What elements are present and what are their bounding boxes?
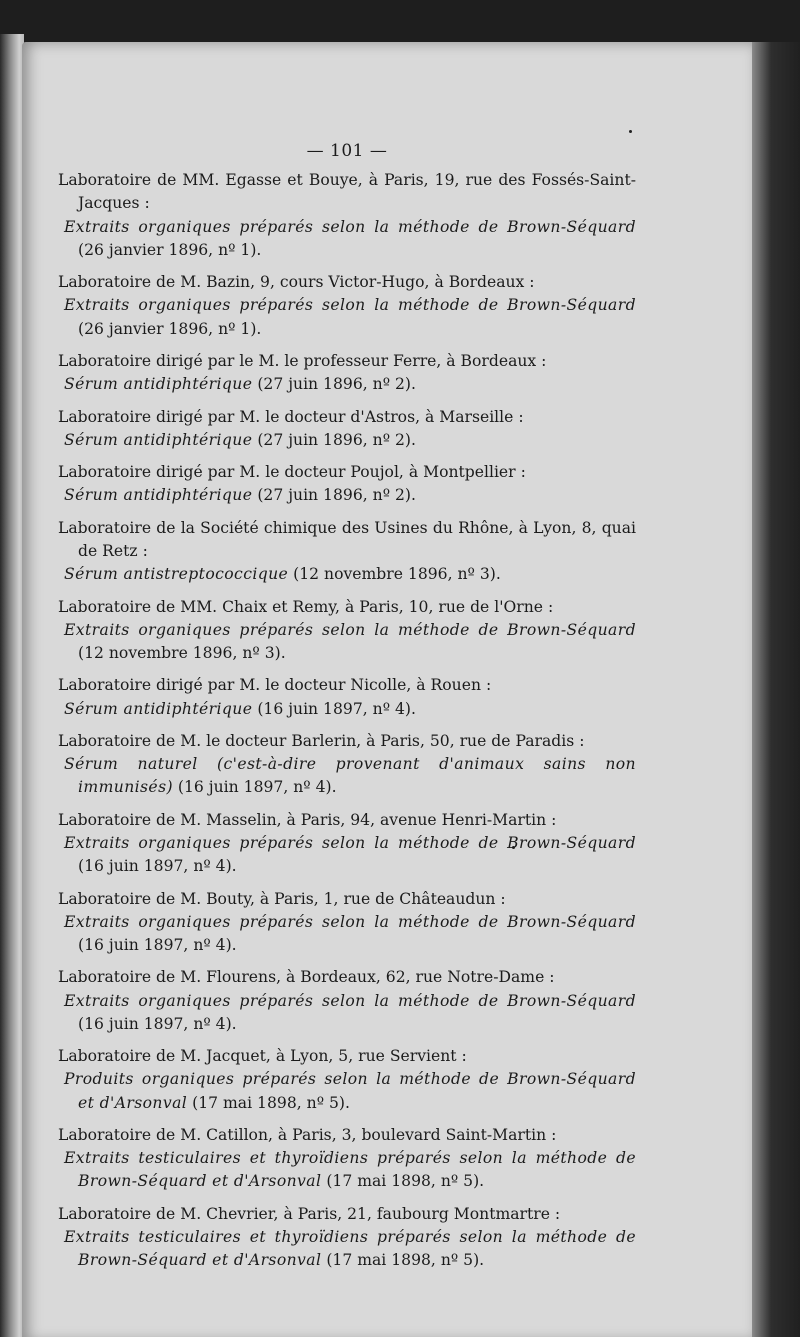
laboratory-list (58, 169, 636, 1272)
authorization-date: (16 juin 1897, nº 4). (78, 935, 237, 954)
authorized-product (58, 294, 636, 340)
laboratory-entry (58, 169, 636, 262)
authorized-product (58, 911, 636, 957)
product-name: Extraits organiques préparés selon la méthode de Brown-Séquard (64, 217, 636, 236)
authorized-product (58, 1068, 636, 1114)
laboratory-entry (58, 1203, 636, 1273)
laboratory-entry (58, 1124, 636, 1194)
product-name: Extraits testiculaires et thyroïdiens préparés selon la méthode de Brown-Séquard et d'Arsonval (64, 1149, 636, 1191)
laboratory-entry (58, 809, 636, 879)
laboratory-name: Laboratoire dirigé par M. le docteur d'Astros, à Marseille : (58, 407, 524, 426)
laboratory-name: Laboratoire dirigé par le M. le professeur Ferre, à Bordeaux : (58, 352, 547, 370)
laboratory-name: Laboratoire de M. Bazin, 9, cours Victor-Hugo, à Bordeaux : (58, 273, 535, 292)
laboratory-entry (58, 966, 636, 1036)
authorized-product (58, 1147, 636, 1193)
authorization-date: (26 janvier 1896, nº 1). (78, 240, 262, 259)
laboratory-name: Laboratoire de MM. Egasse et Bouye, à Paris, 19, rue des Fossés-Saint-Jacques : (58, 171, 636, 213)
product-name: Sérum naturel (c'est-à-dire provenant d'animaux sains non immunisés) (64, 755, 636, 797)
authorized-product (58, 484, 636, 507)
laboratory-name: Laboratoire de M. Chevrier, à Paris, 21, faubourg Montmartre : (58, 1204, 561, 1223)
laboratory-entry (58, 674, 636, 720)
product-name: Extraits organiques préparés selon la méthode de Brown-Séquard (64, 833, 636, 852)
authorized-product (58, 1226, 636, 1272)
authorization-date: (12 novembre 1896, nº 3). (78, 643, 286, 662)
authorization-date: (16 juin 1897, nº 4). (78, 1014, 237, 1033)
product-name: Sérum antidiphtérique (64, 486, 253, 505)
authorization-date: (16 juin 1897, nº 4). (257, 699, 416, 718)
laboratory-name: Laboratoire dirigé par M. le docteur Nicolle, à Rouen : (58, 676, 492, 695)
laboratory-entry (58, 730, 636, 800)
laboratory-name: Laboratoire de la Société chimique des Usines du Rhône, à Lyon, 8, quai de Retz : (58, 518, 636, 560)
authorized-product (58, 832, 636, 878)
authorization-date: (27 juin 1896, nº 2). (257, 375, 416, 394)
laboratory-entry (58, 888, 636, 958)
laboratory-entry (58, 406, 636, 452)
laboratory-name: Laboratoire dirigé par M. le docteur Poujol, à Montpellier : (58, 463, 526, 482)
authorized-product (58, 990, 636, 1036)
authorization-date: (16 juin 1897, nº 4). (78, 857, 237, 876)
product-name: Extraits organiques préparés selon la méthode de Brown-Séquard (64, 991, 636, 1010)
authorization-date: (27 juin 1896, nº 2). (257, 430, 416, 449)
laboratory-name: Laboratoire de M. Catillon, à Paris, 3, boulevard Saint-Martin : (58, 1125, 557, 1144)
book-spine-edge (0, 34, 24, 1337)
authorization-date: (17 mai 1898, nº 5). (326, 1172, 485, 1191)
laboratory-entry (58, 461, 636, 507)
product-name: Sérum antistreptococcique (64, 565, 289, 584)
authorized-product (58, 563, 636, 586)
laboratory-name: Laboratoire de M. Jacquet, à Lyon, 5, rue Servient : (58, 1047, 467, 1066)
laboratory-entry (58, 517, 636, 587)
authorized-product (58, 216, 636, 262)
product-name: Sérum antidiphtérique (64, 699, 253, 718)
authorization-date: (26 janvier 1896, nº 1). (78, 319, 262, 338)
laboratory-entry (58, 1045, 636, 1115)
authorization-date: (12 novembre 1896, nº 3). (293, 565, 501, 584)
laboratory-entry (58, 271, 636, 341)
laboratory-name: Laboratoire de M. Flourens, à Bordeaux, 62, rue Notre-Dame : (58, 968, 555, 987)
laboratory-name: Laboratoire de M. le docteur Barlerin, à Paris, 50, rue de Paradis : (58, 731, 585, 750)
authorization-date: (27 juin 1896, nº 2). (257, 486, 416, 505)
ink-speck (629, 130, 632, 133)
authorization-date: (17 mai 1898, nº 5). (326, 1251, 485, 1270)
laboratory-name: Laboratoire de M. Bouty, à Paris, 1, rue de Châteaudun : (58, 889, 506, 908)
page-number: — 101 — (306, 141, 388, 161)
product-name: Sérum antidiphtérique (64, 430, 253, 449)
page-text (58, 140, 636, 1282)
product-name: Extraits organiques préparés selon la méthode de Brown-Séquard (64, 912, 636, 931)
laboratory-name: Laboratoire de MM. Chaix et Remy, à Paris, 10, rue de l'Orne : (58, 597, 554, 616)
authorized-product (58, 698, 636, 721)
authorized-product (58, 619, 636, 665)
laboratory-entry (58, 596, 636, 666)
product-name: Extraits organiques préparés selon la méthode de Brown-Séquard (64, 620, 636, 639)
authorized-product (58, 753, 636, 799)
product-name: Produits organiques préparés selon la méthode de Brown-Séquard et d'Arsonval (64, 1070, 636, 1112)
product-name: Extraits testiculaires et thyroïdiens préparés selon la méthode de Brown-Séquard et d'Arsonval (64, 1227, 636, 1270)
laboratory-name: Laboratoire de M. Masselin, à Paris, 94, avenue Henri-Martin : (58, 810, 557, 829)
authorization-date: (17 mai 1898, nº 5). (192, 1093, 350, 1112)
right-page-shadow (752, 42, 800, 1337)
product-name: Sérum antidiphtérique (64, 375, 253, 394)
authorized-product (58, 429, 636, 452)
laboratory-entry (58, 350, 636, 396)
authorized-product (58, 373, 636, 396)
authorization-date: (16 juin 1897, nº 4). (177, 778, 337, 797)
product-name: Extraits organiques préparés selon la méthode de Brown-Séquard (64, 296, 636, 315)
